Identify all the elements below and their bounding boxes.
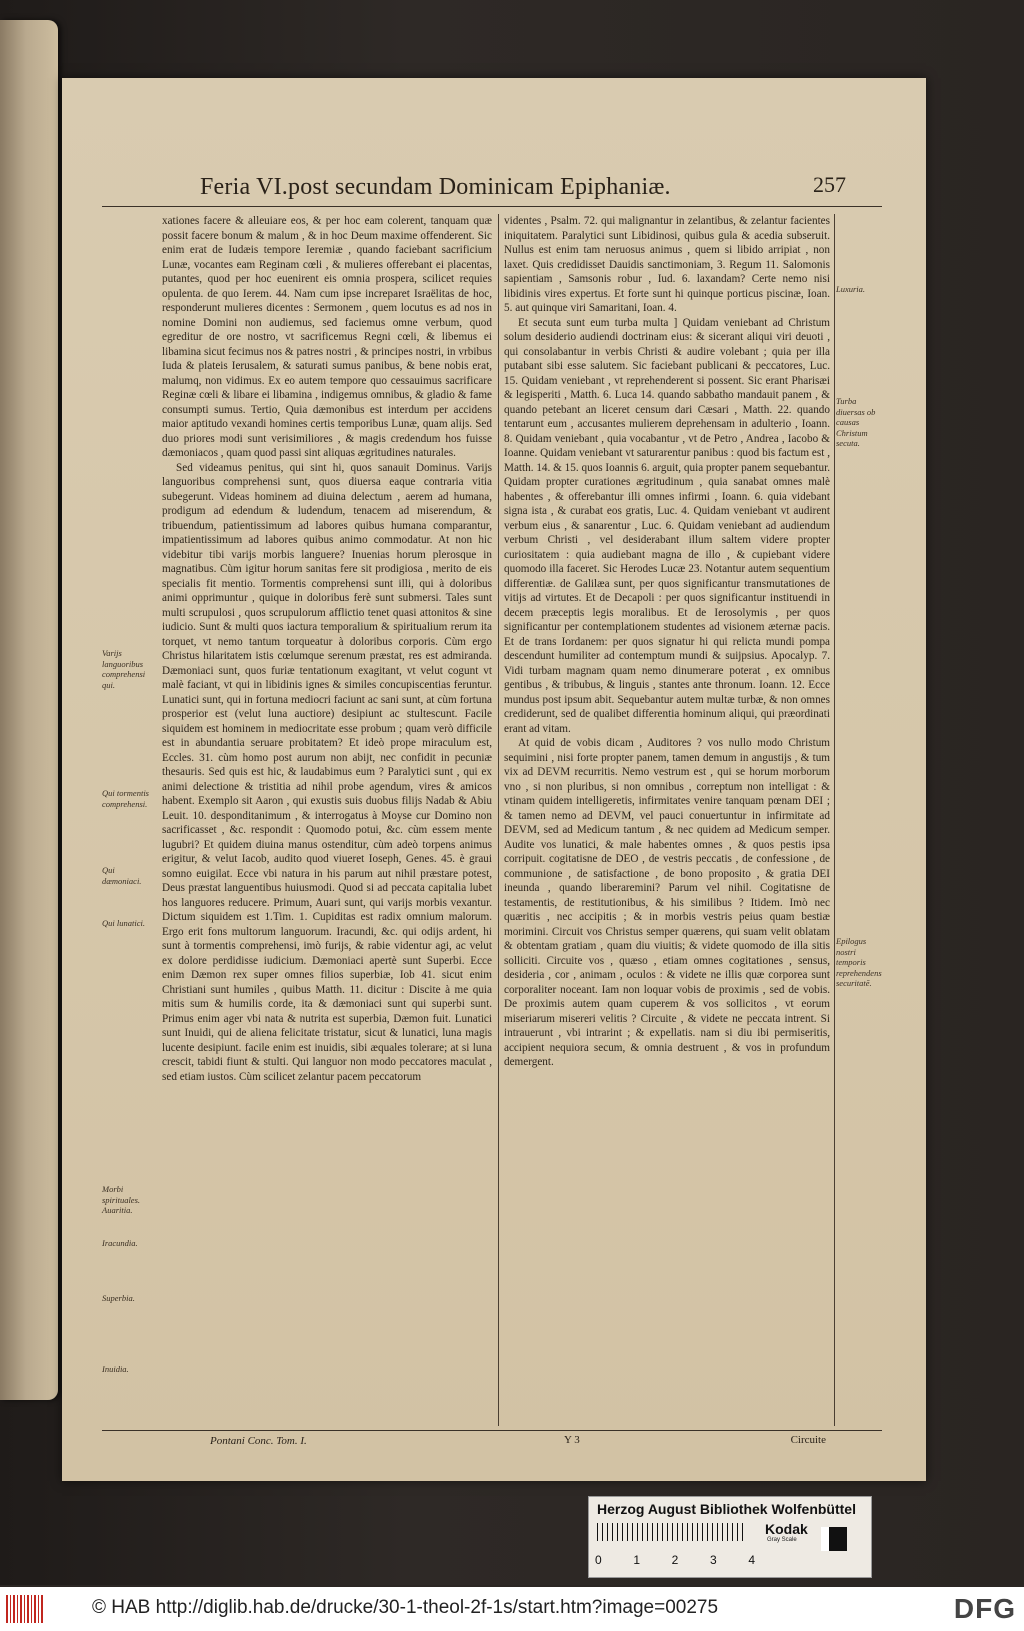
library-name: Herzog August Bibliothek Wolfenbüttel <box>597 1501 856 1517</box>
facing-page-edge <box>0 20 58 1400</box>
brand-label: Kodak <box>765 1521 808 1537</box>
margin-note-left: Inuidia. <box>102 1364 129 1374</box>
margin-note-right: Epilogus nostri temporis reprehendens securitatē. <box>836 936 882 988</box>
ruler-number: 0 <box>595 1553 602 1567</box>
paragraph: xationes facere & alleuiare eos, & per hoc eam colerent, tanquam quæ possit facere bonum & malum , & in hoc Deum maxime offenderent. Sic enim erat de Iudæis tempore Ieremiæ , quando faciebant sacrificium Lunæ, vocantes eam Reginam cœli , & mulieres offerebant ei placentas, putantes, quod per hoc euenirent eis omnia prospera, scilicet requies opulenta. de quo Ierem. 44. Nam cum ipse increparet Israëlitas de hoc, responderunt mulieres dicentes : Sermonem , quem locutus es ad nos in nomine Domini non audiemus, sed faciemus omne verbum, quod egreditur de ore nostro, vt sacrificemus Regni cœli, & libemus ei libamina sicut fecimus nos & patres nostri , & principes nostri, in vrbibus Iuda & plateis Ierusalem, & saturati sumus panibus, & bene nobis erat, malumq, non vidimus. Ex eo autem tempore quo cessauimus sacrificare Reginæ cœli & libare ei libamina , indigemus omnibus, & gladio & fame consumpti sumus. Tertio, Quia dæmonibus est interdum per accidens maior aptitudo vexandi homines certis temporibus Lunæ, quam alijs. Sed duo priores modi sunt verisimiliores , & magis credendum hos fuisse dæmoniacos , quam quod passi sint aliquas ægritudines naturales. <box>162 215 492 459</box>
left-column <box>162 214 492 1424</box>
margin-note-left: Iracundia. <box>102 1238 138 1248</box>
margin-note-right: Turba diuersas ob causas Christum secuta. <box>836 396 876 448</box>
running-head-title: Feria VI.post secundam Dominicam Epiphaniæ. <box>200 174 671 200</box>
column-rule <box>834 214 835 1426</box>
gray-swatch <box>821 1527 847 1551</box>
margin-note-left: Qui tormentis comprehensi. <box>102 788 149 809</box>
paragraph: Et secuta sunt eum turba multa ] Quidam veniebant ad Christum solum desiderio audiendi doctrinam eius: & sicerant aliqui viri deuoti , qui consolabantur in verbis Christi & audire volebant ; quia per illa putabant sibi esse salutem. Sic faciebant publicani & peccatores, Luc. 15. Quidam veniebant , vt reprehenderent si possent. Sic erant Pharisæi & legisperiti , Matth. 6. Luca 14. quando sabbatho mandauit panem , & quando petebant an liceret censum dari Cæsari , Matth. 22. quando tentarunt eum , accusantes mulierem deprehensam in adulterio , Ioann. 8. Quidam veniebant , quia vocabantur , vt de Petro , Andrea , Iacobo & Ioanne. Quidam veniebant vt saturarentur panibus : quod bis factum est , Matth. 14. & 15. quos Ioannis 6. arguit, quia propter panem sequebantur. Quidam propter curationes ægritudinum , quia sanabat omnes malè habentes , & offerebantur illi omnes infirmi , Ioann. 6. quia videbant signa ista , & curabat eos gratis, Luc. 4. Quidam veniebant vt audirent verbum eius , & sanarentur , Luc. 6. Quidam veniebant ad audiendum verbum Christi , vel desiderabant illum saltem videre propter curiositatem : quia audiebant magna de illo , & cupiebant videre quomodo illa faceret. Sic Herodes Lucæ 23. Notantur autem sequentium differentiæ. de Galilæa sunt, per quos significantur transmutationes de vitijs ad virtutes. Et de Decapoli : per quos significantur instituendi in decem præceptis legis moralibus. Et de Ierosolymis , per quos significantur per contemplationem studentes ad visionem æternæ pacis. Et de trans Iordanem: per quos signatur hi qui relicta mundi pompa descendunt humiliter ad contemptum mundi & suijpsius. Apocalyp. 7. Vidi turbam magnam quam nemo dinumerare poterat , ex omnibus gentibus , & tribubus, & linguis , stantes ante thronum. Ioann. 12. Ecce mundus post ipsum abit. Sequebantur autem multæ turbæ, & non omnes crediderunt, sed de qualibet differentia hominum aliqui, qui præordinati erant ad vitam. <box>504 316 830 735</box>
paragraph: At quid de vobis dicam , Auditores ? vos nullo modo Christum sequimini , nisi forte propter panem, tamen demum in angustijs , & tum vix ad DEVM recurritis. Nemo vestrum est , qui se horum morborum vno , si non pluribus, si non omnibus , correptum non intelligat : & vtinam quidem intelligeretis, infirmitates venire tanquam pœnam DEI ; & tamen nemo ad DEVM, vel pauci conuertuntur in infirmitate ad DEVM, sed ad Medicum tantum , & nec quidem ad Medicum semper. Audite vos lunatici, & male habentes omnes , & quos pestis ipsa corripuit. cogitatisne de DEO , de vestris peccatis , de confessione , de communione , de satisfactione , de bono proposito , & gratia DEI ineunda , quando liberaremini? Parum vel nihil. Cogitatisne de testamentis, de restitutionibus, & his similibus ? Itidem. Imò nec quæritis , nec accipitis ; & in morbis vestris peius quam bestiæ morimini. Circuit vos Christus semper quærens, qui suam velit oblatam & obtentam gratiam , quam diu viuitis; & videte quomodo de illa sitis solliciti. Circuite vos , quæso , etiam omnes cogitationes , sensus, desideria , cor , animam , oculos : & videte ne illis quæ corporea sunt corporaliter noceant. Iam non loquar vobis de proximis , sed de vobis. De proximis autem quam cuperem & vos sollicitos , vt eorum miseriarum misereri velitis ? Circuite , & videte ne peccata intrent. Si intrauerunt , vbi intrarint ; & expellatis. nam si diu ibi permiseritis, accipient nequiora secum, & omnia destruent , & vos in profundum demergent. <box>504 737 830 1068</box>
page-footer <box>102 1430 882 1451</box>
column-rule <box>498 214 499 1426</box>
margin-note-right: Luxuria. <box>836 284 866 294</box>
running-head <box>102 168 882 207</box>
source-url-link[interactable]: © HAB http://diglib.hab.de/drucke/30-1-theol-2f-1s/start.htm?image=00275 <box>92 1597 719 1618</box>
margin-note-left: Qui lunatici. <box>102 918 145 928</box>
ruler-number: 1 <box>633 1553 641 1567</box>
ruler-number: 2 <box>671 1553 679 1567</box>
footer-title: Pontani Conc. Tom. I. <box>210 1435 307 1447</box>
paragraph: videntes , Psalm. 72. qui malignantur in zelantibus, & zelantur facientes iniquitatem. Paralytici sunt Libidinosi, quibus gula & acedia subseruit. Nullus est enim tam neruosus animus , quem si libido arripiat , non laxet. Quis credidisset Dauidis sanctimoniam, 3. Regum 11. Salomonis sapientiam , Samsonis robur , Iud. 6. laxandam? Certe nemo nisi libidinis vires expertus. Et forte sunt hi quinque porticus piscinæ, Ioan. 5. aut quinque viri Samaritani, Ioan. 4. <box>504 215 830 314</box>
viewer-footer-bar <box>0 1587 1024 1631</box>
paragraph: Sed videamus penitus, qui sint hi, quos sanauit Dominus. Varijs languoribus comprehensi sunt, quos diuersa eaque contraria vitia subegerunt. Videas hominem ad diuina delectum , aerem ad humana, prodigum ad edendum & ludendum, tenacem ad miserendum, & tribuendum, patientissimum ad labores quibus humana comparantur, impatientissimum ad labores quibus animo commodatur. At non hic videbitur tibi varijs morbis languere? Inuenias horum plerosque in magnatibus. Cùm igitur horum sanitas fere sit prodigiosa , merito de eis specialis fit mentio. Tormentis comprehensi sunt illi, qui à doloribus animi opprimuntur , quique in doloribus ferè sunt submersi. Tales sunt multi scrupulosi , quos scrupulorum afflictio tenet quasi attonitos & sine iudicio. Sunt & multi quos iactura temporalium & spiritualium rerum ita torquet, vt nemo tantum torqueatur à doloribus corporis. Cùm ergo Christus hilaritatem istis cœlumque serenum præstat, res est admiranda. Dæmoniaci sunt, quos furiæ tentationum exagitant, vt velut cogunt vt malè faciant, vt qui in libidinis ignes & similes concupiscentias feruntur. Lunatici sunt, qui in fortuna mediocri faciunt ac sani sunt, at cùm fortuna prosperior est (velut luna auctiore) desipiunt ac stultescunt. Facile siquidem est hominem in mediocritate esse probum ; quam verò difficile est in abundantia seruare probitatem? Et ideò prope miraculum est, Eccles. 31. cùm homo post aurum non abijt, nec confidit in pecuniæ thesauris. Sed quis est hic, & laudabimus eum ? Paralytici sunt , qui ex animi delectione & tristitia ad nihil probe agendum, vires & amicos habent. Exemplo sit Aaron , qui exustis suis duobus filijs Nadab & Abiu Leuit. 10. desponditanimum , & interrogatus à Moyse cur Domino non sacrificasset , &c. respondit : Quomodo potui, &c. cùm essem mente lugubri? Et quidem diuina manus ostenditur, cùm adeò torpens animus erigitur, & velut Iacob, audito quod viueret Ioseph, Genes. 45. è graui somno euigilat. Ecce vbi natura in his parum aut nihil præstare potest, Deus præstat languentibus huiusmodi. Quod si ad peccata capitalia lubet hos languores reducere. Primum, Auari sunt, qui varijs morbis vexantur. Dictum siquidem est 1.Tim. 1. Cupiditas est radix omnium malorum. Ergo erit fons multorum languorum. Iracundi, &c. qui odijs ardent, hi sunt à tormentis comprehensi, imò furijs, & rabie videntur agi, ac velut ex dolore perdidisse iudicium. Dæmoniaci apertè sunt Superbi. Ecce enim Dæmon rex super omnes filios superbiæ, Iob 41. sicut enim Christiani sunt humiles , quibus Matth. 11. dicitur : Discite à me quia mitis sum & humilis corde, ita & dæmoniaci sunt qui superbi sunt. Primus enim ager vbi nata & nutrita est superbia, Dæmon fuit. Lunatici sunt Inuidi, qui de aliena felicitate tristatur, sicut & lunatici, luna magis lucente desipiunt. facile enim est inuidis, sibi æquales tolerare; at si luna crescit, tabidi fiunt & stulti. Qui languor non modo peccatores maculat , sed etiam iustos. Cùm scilicet zelantur pacem peccatorum <box>162 461 492 1083</box>
hab-logo-icon <box>6 1595 44 1623</box>
catchword: Circuite <box>790 1434 826 1446</box>
ruler <box>597 1523 747 1541</box>
book-page <box>62 78 926 1481</box>
signature-mark: Y 3 <box>564 1434 580 1446</box>
ruler-number: 3 <box>709 1553 717 1567</box>
scale-label: Gray Scale <box>767 1537 797 1543</box>
margin-note-left: Qui dæmoniaci. <box>102 865 142 886</box>
margin-note-left: Morbi spirituales. Auaritia. <box>102 1184 141 1215</box>
margin-note-left: Superbia. <box>102 1293 135 1303</box>
dfg-logo: DFG <box>953 1593 1016 1624</box>
right-column <box>504 214 830 1424</box>
margin-note-left: Varijs languoribus comprehensi qui. <box>102 648 146 690</box>
page-content <box>102 168 882 1447</box>
color-calibration-card <box>588 1496 872 1578</box>
ruler-number: 4 <box>748 1553 755 1567</box>
ruler-numbers <box>595 1553 755 1567</box>
page-number: 257 <box>813 172 846 197</box>
